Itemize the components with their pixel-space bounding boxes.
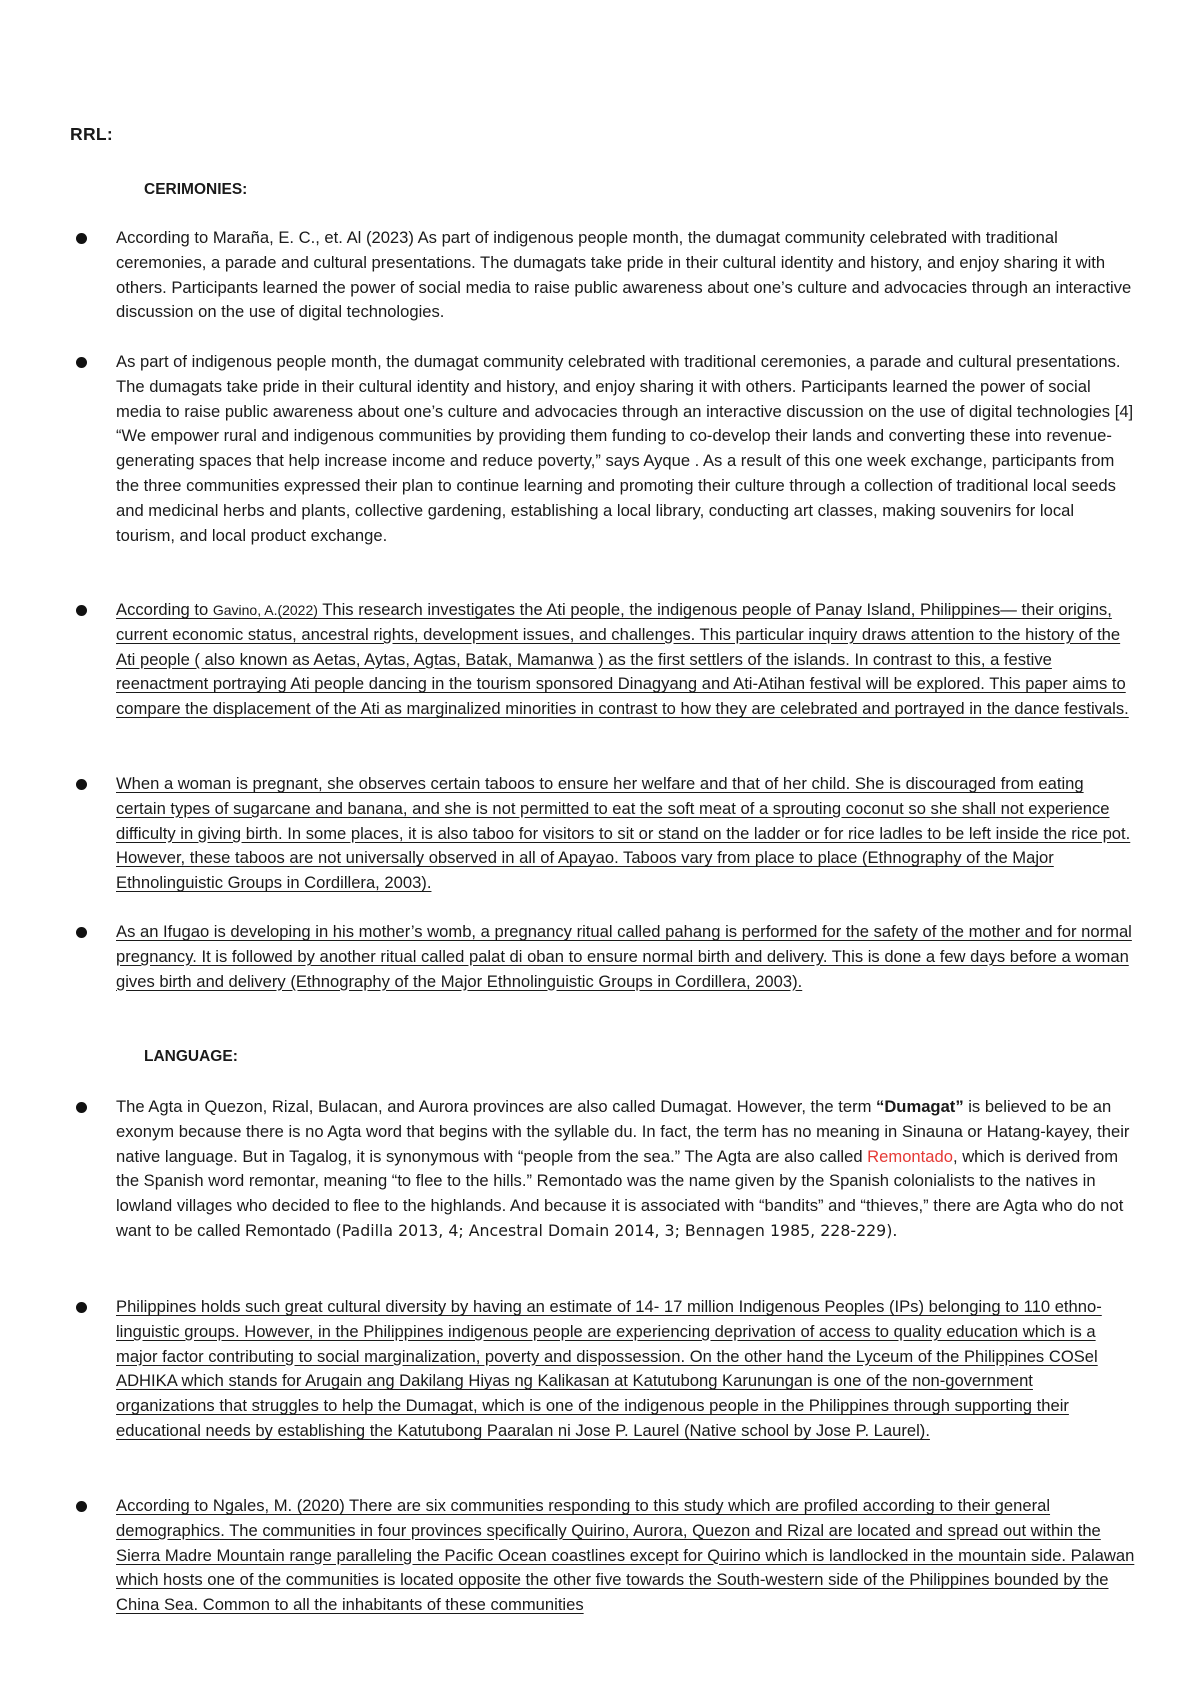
section-heading-ceremonies: CERIMONIES: — [144, 181, 248, 198]
bullet-icon — [76, 1302, 87, 1313]
bullet-icon — [76, 1102, 87, 1113]
paragraph-ceremonies-1: According to Maraña, E. C., et. Al (2023) As part of indigenous people month, the dumagat community celebrated with traditional ceremonies, a parade and cultural presentations. The dumagats take pride in their cultural identity and history, and enjoy sharing it with others. Participants learned the power of social media to raise public awareness about one’s culture and advocacies through an interactive discussion on the use of digital technologies. — [116, 228, 1132, 322]
section-heading-language: LANGUAGE: — [144, 1048, 238, 1065]
list-item — [116, 920, 1136, 994]
list-item — [116, 1095, 1136, 1244]
bullet-icon — [76, 233, 87, 244]
bullet-icon — [76, 927, 87, 938]
paragraph-ceremonies-5: As an Ifugao is developing in his mother’s womb, a pregnancy ritual called pahang is performed for the safety of the mother and for normal pregnancy. It is followed by another ritual called palat di oban to ensure normal birth and delivery. This is done a few days before a woman gives birth and delivery (Ethnography of the Major Ethnolinguistic Groups in Cordillera, 2003). — [116, 922, 1132, 991]
list-item — [116, 350, 1136, 548]
bullet-icon — [76, 1501, 87, 1512]
bullet-icon — [76, 779, 87, 790]
term-remontado: Remontado — [867, 1146, 953, 1166]
paragraph-language-2: Philippines holds such great cultural diversity by having an estimate of 14- 17 million Indigenous Peoples (IPs) belonging to 110 ethno-linguistic groups. However, in the Philippines indigenous people are experiencing deprivation of access to quality education which is a major factor contributing to social marginalization, poverty and dispossession. On the other hand the Lyceum of the Philippines COSel ADHIKA which stands for Arugain ang Dakilang Hiyas ng Kalikasan at Katutubong Karunungan is one of the non-government organizations that struggles to help the Dumagat, which is one of the indigenous people in the Philippines through supporting their educational needs by establishing the Katutubong Paaralan ni Jose P. Laurel (Native school by Jose P. Laurel). — [116, 1297, 1102, 1440]
citation-padilla: (Padilla 2013, 4; Ancestral Domain 2014, 3; Bennagen 1985, 228-229). — [335, 1220, 898, 1240]
paragraph-ceremonies-3: According to Gavino, A.(2022) This research investigates the Ati people, the indigenous people of Panay Island, Philippines— their origins, current economic status, ancestral rights, development issues, and challenges. This particular inquiry draws attention to the history of the Ati people ( also known as Aetas, Aytas, Agtas, Batak, Mamanwa ) as the first settlers of the islands. In contrast to this, a festive reenactment portraying Ati people dancing in the tourism sponsored Dinagyang and Ati-Atihan festival will be explored. This paper aims to compare the displacement of the Ati as marginalized minorities in contrast to how they are celebrated and portrayed in the dance festivals. — [116, 600, 1129, 719]
list-item — [116, 226, 1136, 325]
paragraph-ceremonies-4: When a woman is pregnant, she observes certain taboos to ensure her welfare and that of her child. She is discouraged from eating certain types of sugarcane and banana, and she is not permitted to eat the soft meat of a sprouting coconut so she shall not experience difficulty in giving birth. In some places, it is also taboo for visitors to sit or stand on the ladder or for rice ladles to be left inside the rice pot. However, these taboos are not universally observed in all of Apayao. Taboos vary from place to place (Ethnography of the Major Ethnolinguistic Groups in Cordillera, 2003). — [116, 774, 1131, 893]
document-title: RRL: — [70, 124, 113, 144]
term-dumagat: “Dumagat” — [876, 1097, 964, 1116]
list-item — [116, 1494, 1136, 1618]
list-item — [116, 598, 1136, 722]
paragraph-language-1: The Agta in Quezon, Rizal, Bulacan, and Aurora provinces are also called Dumagat. However, the term “Dumagat” is believed to be an exonym because there is no Agta word that begins with the syllable du. In fact, the term has no meaning in Sinauna or Hatang-kayey, their native language. But in Tagalog, it is synonymous with “people from the sea.” The Agta are also called Remontado, which is derived from the Spanish word remontar, meaning “to flee to the hills.” Remontado was the name given by the Spanish colonialists to the natives in lowland villages who decided to flee to the highlands. And because it is associated with “bandits” and “thieves,” there are Agta who do not want to be called Remontado (Padilla 2013, 4; Ancestral Domain 2014, 3; Bennagen 1985, 228-229). — [116, 1097, 1130, 1240]
bullet-icon — [76, 605, 87, 616]
list-item — [116, 1295, 1136, 1444]
bullet-icon — [76, 357, 87, 368]
paragraph-language-3: According to Ngales, M. (2020) There are six communities responding to this study which are profiled according to their general demographics. The communities in four provinces specifically Quirino, Aurora, Quezon and Rizal are located and spread out within the Sierra Madre Mountain range paralleling the Pacific Ocean coastlines except for Quirino which is landlocked in the mountain side. Palawan which hosts one of the communities is located opposite the other five towards the South-western side of the Philippines bounded by the China Sea. Common to all the inhabitants of these communities — [116, 1496, 1135, 1615]
paragraph-ceremonies-2: As part of indigenous people month, the dumagat community celebrated with traditional ceremonies, a parade and cultural presentations. The dumagats take pride in their cultural identity and history, and enjoy sharing it with others. Participants learned the power of social media to raise public awareness about one’s culture and advocacies through an interactive discussion on the use of digital technologies [4] “We empower rural and indigenous communities by providing them funding to co-develop their lands and converting these into revenue-generating spaces that help increase income and reduce poverty,” says Ayque . As a result of this one week exchange, participants from the three communities expressed their plan to continue learning and promoting their culture through a collection of traditional local seeds and medicinal herbs and plants, collective gardening, establishing a local library, conducting art classes, making souvenirs for local tourism, and local product exchange. — [116, 352, 1134, 545]
citation-gavino: Gavino, A.(2022) — [212, 602, 318, 618]
list-item — [116, 772, 1136, 896]
